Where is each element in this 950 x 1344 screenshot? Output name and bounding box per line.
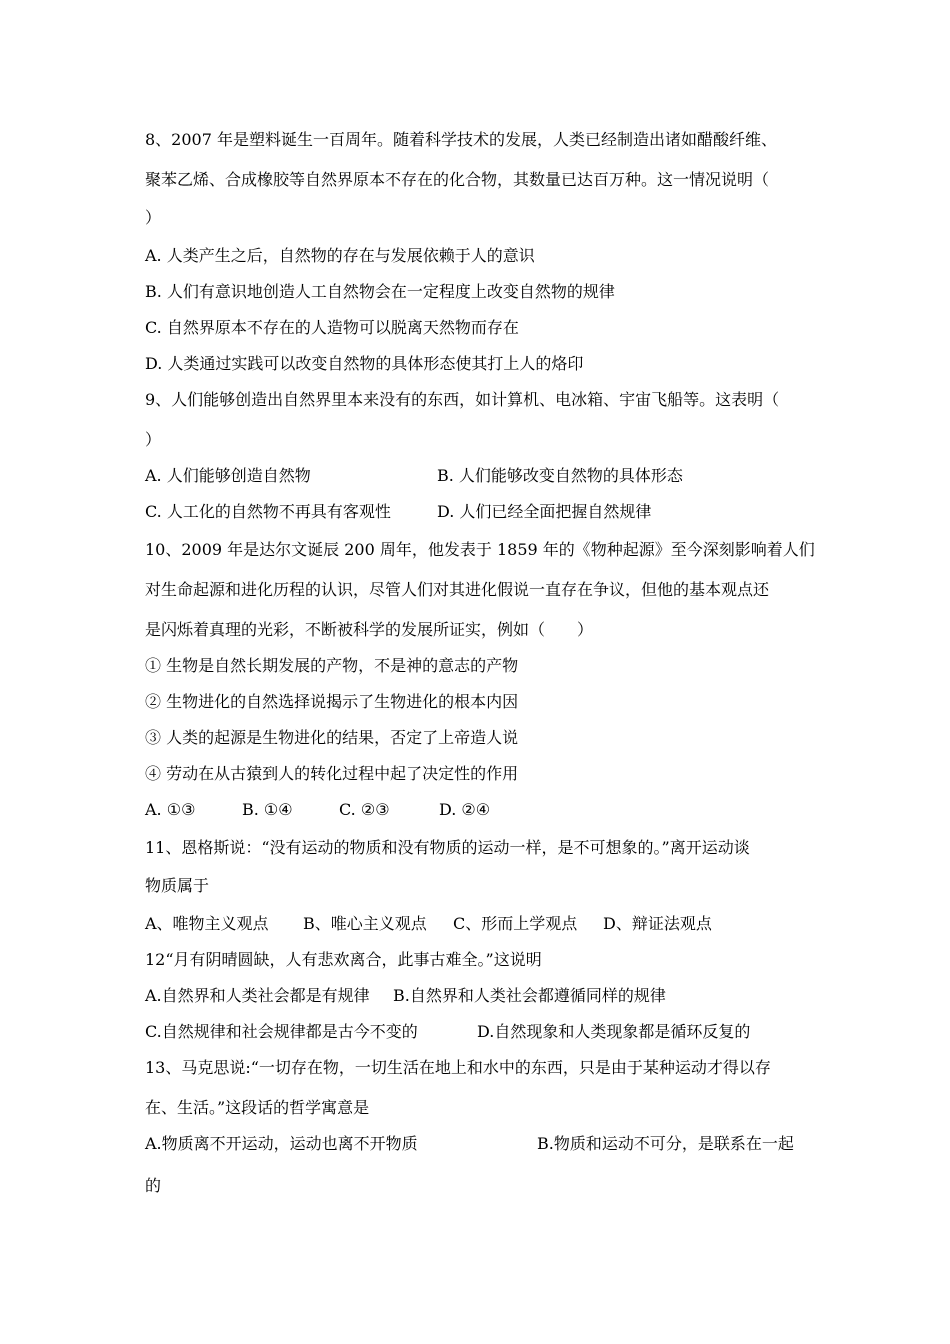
q10-option-d: D. ②④ bbox=[439, 800, 491, 819]
q11-option-c: C、形而上学观点 bbox=[453, 914, 578, 933]
q9-option-a: A. 人们能够创造自然物 bbox=[145, 466, 311, 485]
q10-statement-2: ② 生物进化的自然选择说揭示了生物进化的根本内因 bbox=[145, 692, 519, 711]
q9-options-row-2 bbox=[145, 502, 651, 522]
q9-option-b: B. 人们能够改变自然物的具体形态 bbox=[437, 466, 683, 485]
q12-option-d: D.自然现象和人类现象都是循环反复的 bbox=[477, 1022, 751, 1041]
q11-option-a: A、唯物主义观点 bbox=[145, 914, 269, 933]
q13-option-a: A.物质离不开运动，运动也离不开物质 bbox=[145, 1134, 418, 1153]
q12-options-row-1 bbox=[145, 986, 666, 1006]
q11-options-row bbox=[145, 914, 712, 934]
q8-stem-line-1: 8、2007 年是塑料诞生一百周年。随着科学技术的发展，人类已经制造出诸如醋酸纤维、 bbox=[145, 130, 777, 149]
q10-stem-line-3: 是闪烁着真理的光彩，不断被科学的发展所证实，例如（ ） bbox=[145, 620, 594, 639]
q10-stem-line-2: 对生命起源和进化历程的认识，尽管人们对其进化假说一直存在争议，但他的基本观点还 bbox=[145, 580, 770, 599]
q10-options-row bbox=[145, 800, 490, 820]
q13-option-b-continued: 的 bbox=[145, 1176, 162, 1195]
q11-stem-line-2: 物质属于 bbox=[145, 876, 210, 895]
q8-stem-line-2: 聚苯乙烯、合成橡胶等自然界原本不存在的化合物，其数量已达百万种。这一情况说明（ bbox=[145, 170, 770, 189]
q8-stem-line-3: ） bbox=[145, 208, 162, 227]
q12-option-c: C.自然规律和社会规律都是古今不变的 bbox=[145, 1022, 418, 1041]
q9-option-d: D. 人们已经全面把握自然规律 bbox=[437, 502, 652, 521]
q9-options-row-1 bbox=[145, 466, 683, 486]
q12-options-row-2 bbox=[145, 1022, 750, 1042]
q11-option-d: D、辩证法观点 bbox=[603, 914, 712, 933]
q9-stem-line-2: ） bbox=[145, 430, 162, 449]
q8-option-d: D. 人类通过实践可以改变自然物的具体形态使其打上人的烙印 bbox=[145, 354, 584, 373]
q8-option-c: C. 自然界原本不存在的人造物可以脱离天然物而存在 bbox=[145, 318, 519, 337]
q12-stem: 12“月有阴晴圆缺，人有悲欢离合，此事古难全。”这说明 bbox=[145, 950, 542, 969]
q12-option-a: A.自然界和人类社会都是有规律 bbox=[145, 986, 370, 1005]
q13-option-b: B.物质和运动不可分，是联系在一起 bbox=[537, 1134, 794, 1153]
q13-options-row bbox=[145, 1134, 794, 1154]
q9-stem-line-1: 9、人们能够创造出自然界里本来没有的东西，如计算机、电冰箱、宇宙飞船等。这表明（ bbox=[145, 390, 780, 409]
q10-statement-1: ① 生物是自然长期发展的产物，不是神的意志的产物 bbox=[145, 656, 519, 675]
q10-option-b: B. ①④ bbox=[242, 800, 293, 819]
q10-statement-3: ③ 人类的起源是生物进化的结果，否定了上帝造人说 bbox=[145, 728, 519, 747]
q13-stem-line-1: 13、马克思说:“一切存在物，一切生活在地上和水中的东西，只是由于某种运动才得以存 bbox=[145, 1058, 771, 1077]
q9-option-c: C. 人工化的自然物不再具有客观性 bbox=[145, 502, 391, 521]
q10-option-c: C. ②③ bbox=[339, 800, 390, 819]
q12-option-b: B.自然界和人类社会都遵循同样的规律 bbox=[393, 986, 666, 1005]
q11-option-b: B、唯心主义观点 bbox=[303, 914, 427, 933]
q10-statement-4: ④ 劳动在从古猿到人的转化过程中起了决定性的作用 bbox=[145, 764, 519, 783]
q10-option-a: A. ①③ bbox=[145, 800, 196, 819]
q10-stem-line-1: 10、2009 年是达尔文诞辰 200 周年，他发表于 1859 年的《物种起源》至今深刻影响着人们 bbox=[145, 540, 815, 559]
q11-stem-line-1: 11、恩格斯说：“没有运动的物质和没有物质的运动一样，是不可想象的。”离开运动谈 bbox=[145, 838, 750, 857]
q8-option-a: A. 人类产生之后，自然物的存在与发展依赖于人的意识 bbox=[145, 246, 535, 265]
q13-stem-line-2: 在、生活。”这段话的哲学寓意是 bbox=[145, 1098, 370, 1117]
q8-option-b: B. 人们有意识地创造人工自然物会在一定程度上改变自然物的规律 bbox=[145, 282, 615, 301]
